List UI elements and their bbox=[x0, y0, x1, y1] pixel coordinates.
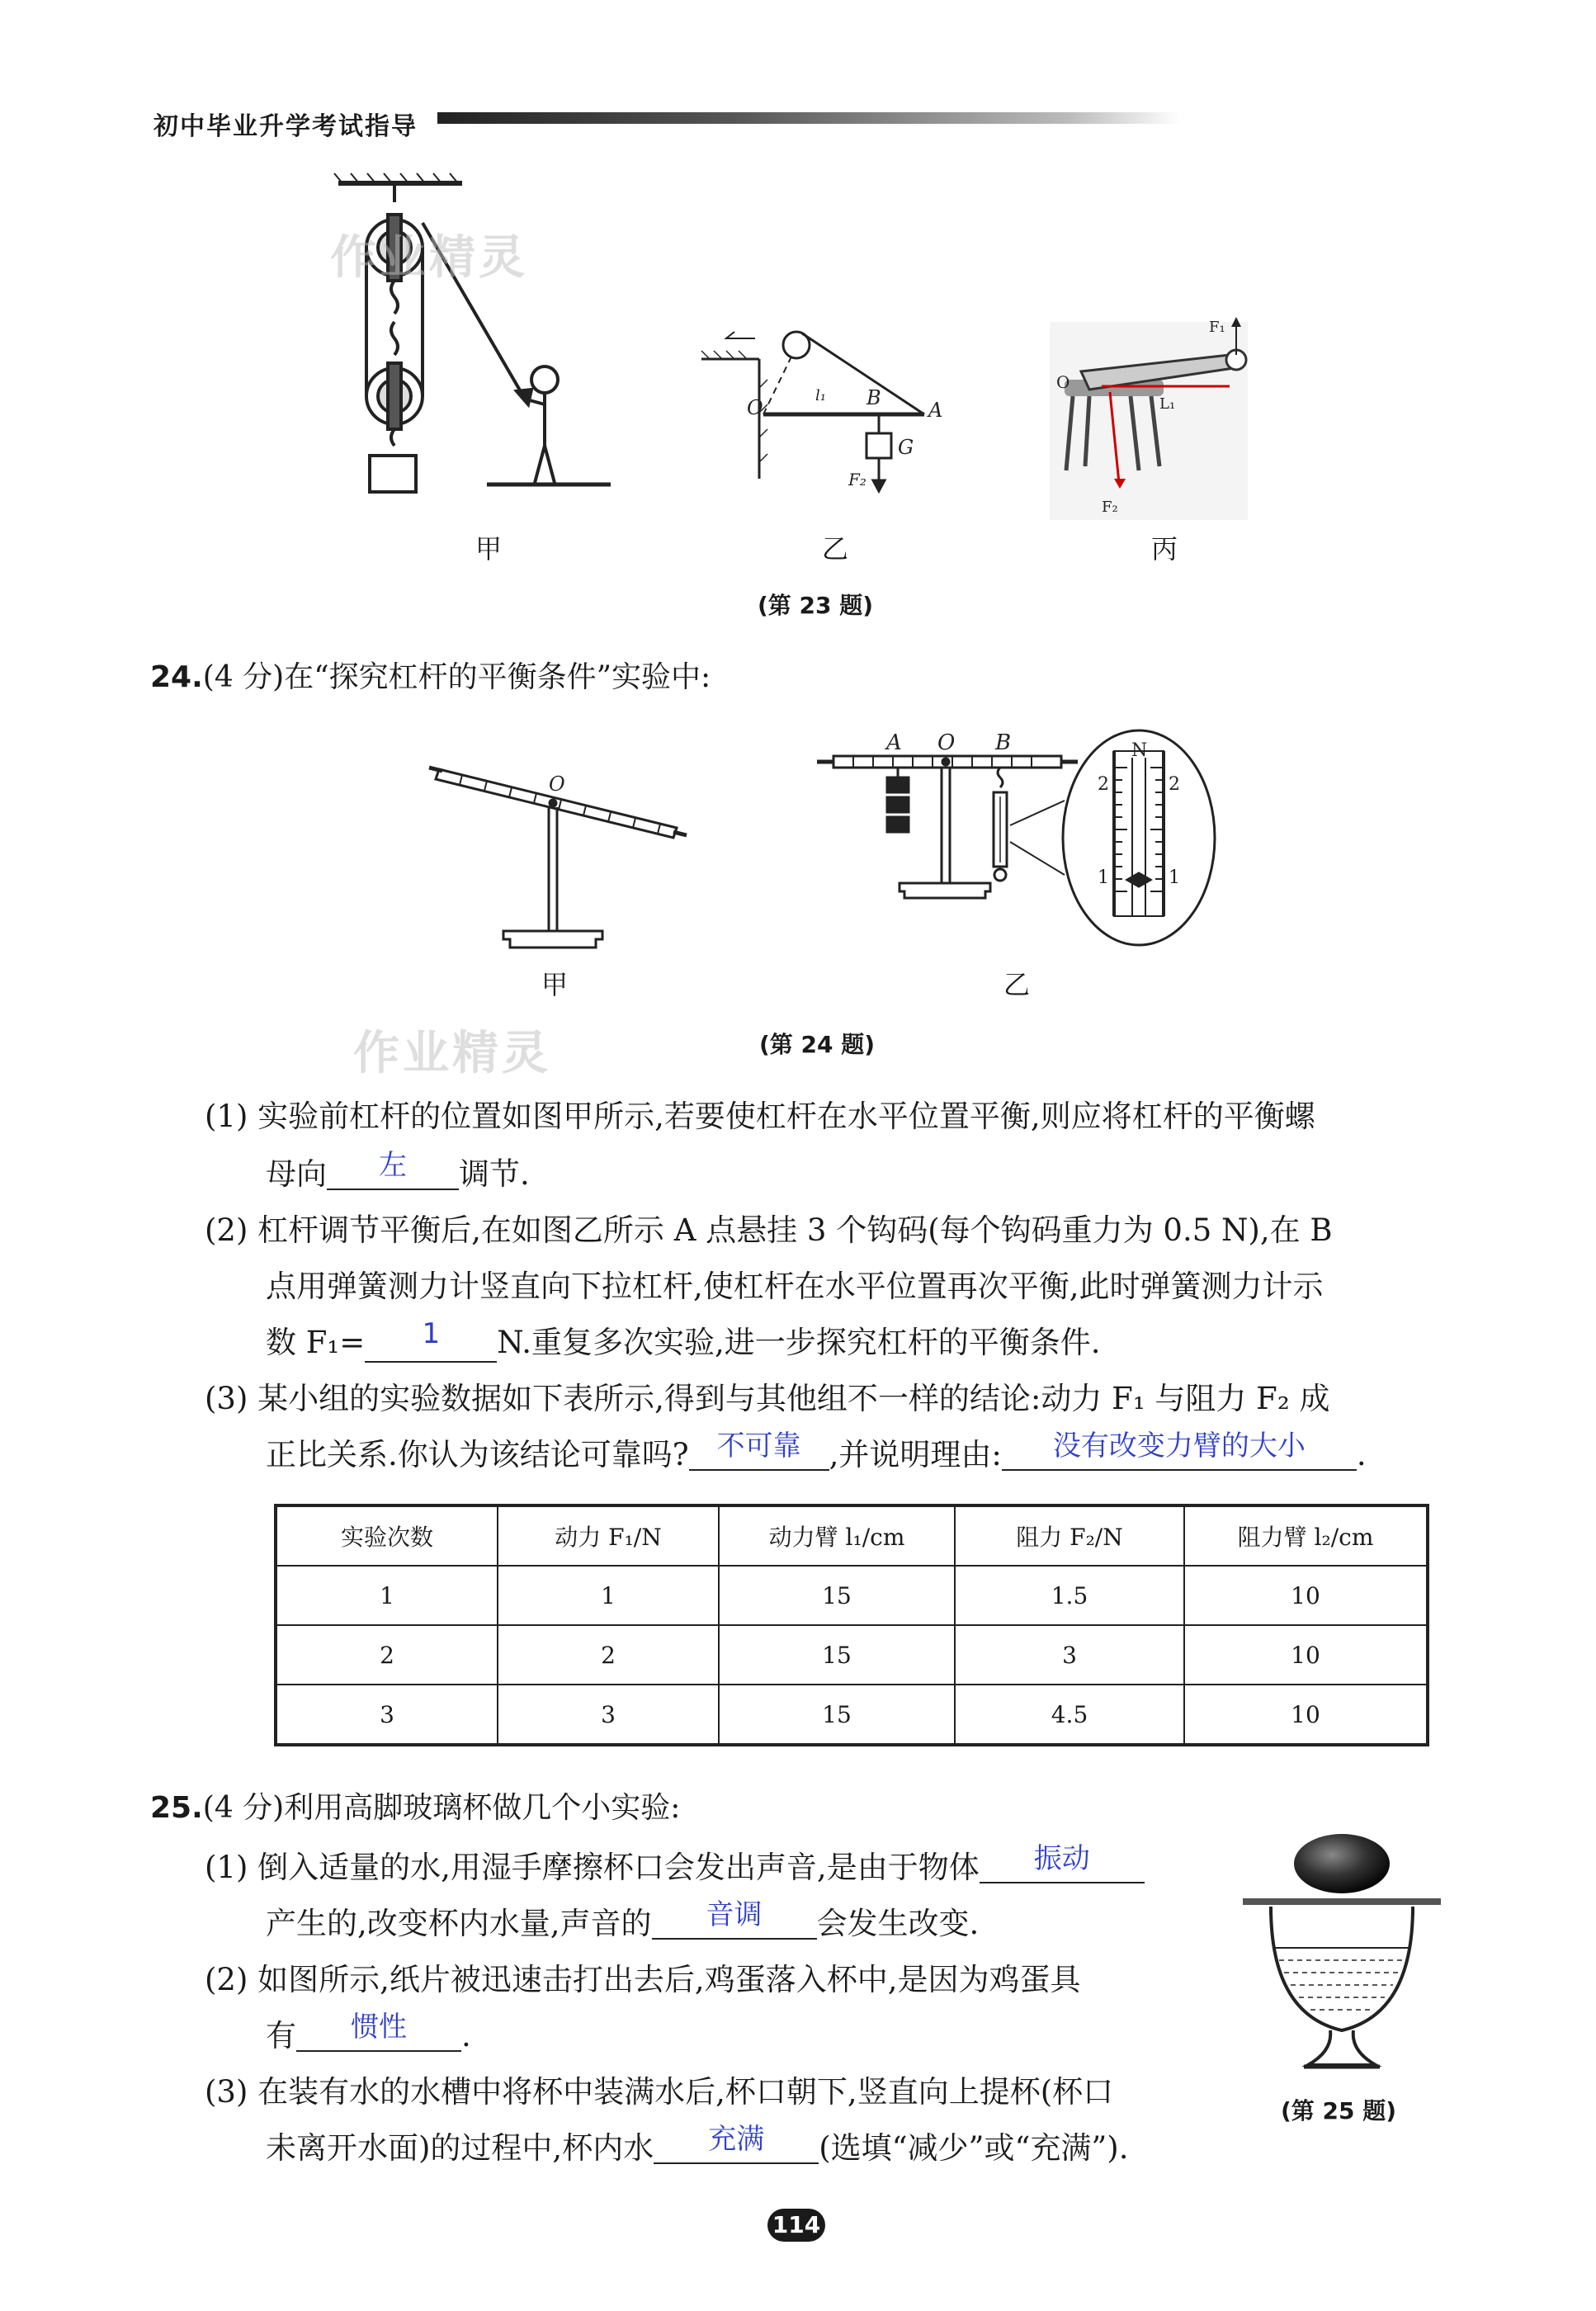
balanced-lever-b-label: B bbox=[995, 730, 1012, 755]
table-cell: 3 bbox=[498, 1685, 719, 1745]
q24-p1-line1: (1) 实验前杠杆的位置如图甲所示,若要使杠杆在水平位置平衡,则应将杠杆的平衡螺 bbox=[205, 1099, 1315, 1134]
q25-heading bbox=[150, 1784, 680, 1827]
table-cell: 10 bbox=[1184, 1685, 1428, 1745]
table-cell: 3 bbox=[276, 1685, 498, 1745]
lever-figure bbox=[701, 332, 924, 491]
q24-p1-text-b: 调节. bbox=[459, 1156, 530, 1192]
q25-p2-line1: (2) 如图所示,纸片被迅速击打出去后,鸡蛋落入杯中,是因为鸡蛋具 bbox=[205, 1962, 1081, 1997]
table-header-cell: 实验次数 bbox=[276, 1505, 498, 1566]
q24-number: 24. bbox=[150, 660, 203, 694]
q25-p2-text-b: . bbox=[461, 2018, 471, 2053]
q24-p2-answer: 1 bbox=[422, 1317, 441, 1350]
q24-p2-text-a: 数 F₁= bbox=[266, 1325, 366, 1360]
table-cell: 1 bbox=[498, 1566, 719, 1625]
q25-heading-text: (4 分)利用高脚玻璃杯做几个小实验: bbox=[202, 1791, 681, 1825]
table-header-cell: 动力臂 l₁/cm bbox=[719, 1505, 955, 1566]
table-row bbox=[276, 1566, 1428, 1625]
q23-label-yi: 乙 bbox=[822, 533, 849, 565]
table-header-cell: 阻力臂 l₂/cm bbox=[1184, 1505, 1428, 1566]
scale-tick-2-right: 2 bbox=[1169, 774, 1180, 795]
table-header-cell: 动力 F₁/N bbox=[498, 1505, 719, 1566]
q24-p3-text-c: . bbox=[1356, 1437, 1367, 1472]
q25-p1-text-a: (1) 倒入适量的水,用湿手摩擦杯口会发出声音,是由于物体 bbox=[205, 1850, 980, 1885]
header-title: 初中毕业升学考试指导 bbox=[153, 112, 418, 141]
q24-p1-text-a: 母向 bbox=[266, 1156, 327, 1192]
q24-label-jia: 甲 bbox=[541, 969, 569, 1000]
q24-p1-line2 bbox=[266, 1149, 530, 1193]
balanced-lever-a-label: A bbox=[886, 730, 902, 755]
lever-b-label: B bbox=[866, 386, 881, 409]
header-bar bbox=[437, 112, 1180, 124]
q24-data-table bbox=[274, 1504, 1429, 1746]
q24-p3-line1: (3) 某小组的实验数据如下表所示,得到与其他组不一样的结论:动力 F₁ 与阻力 F₂ 成 bbox=[205, 1381, 1330, 1416]
q25-p3-text-a: 未离开水面)的过程中,杯内水 bbox=[266, 2130, 654, 2166]
q24-p1-answer: 左 bbox=[379, 1149, 407, 1182]
q25-p3-line1: (3) 在装有水的水槽中将杯中装满水后,杯口朝下,竖直向上提杯(杯口 bbox=[205, 2074, 1114, 2110]
table-cell: 10 bbox=[1184, 1566, 1428, 1625]
q24-p2-text-b: N.重复多次实验,进一步探究杠杆的平衡条件. bbox=[497, 1325, 1101, 1360]
table-header-cell: 阻力 F₂/N bbox=[955, 1505, 1184, 1566]
q24-heading-text: (4 分)在“探究杠杆的平衡条件”实验中: bbox=[202, 660, 711, 694]
q25-p1-answer2: 音调 bbox=[706, 1898, 763, 1931]
balanced-lever-o-label: O bbox=[937, 730, 956, 755]
scale-tick-1-left: 1 bbox=[1098, 867, 1109, 888]
q24-p2-line2: 点用弹簧测力计竖直向下拉杠杆,使杠杆在水平位置再次平衡,此时弹簧测力计示 bbox=[266, 1269, 1324, 1304]
table-cell: 15 bbox=[719, 1566, 955, 1625]
table-header-row bbox=[276, 1505, 1428, 1566]
q24-p3-answer1-blank[interactable] bbox=[689, 1430, 829, 1471]
clamp-f2-label: F₂ bbox=[1102, 499, 1118, 516]
egg-shape bbox=[1294, 1834, 1390, 1893]
q25-caption: (第 25 题) bbox=[1281, 2097, 1397, 2124]
q24-p3-answer2-blank[interactable] bbox=[1002, 1430, 1357, 1471]
lever-o-label: O bbox=[747, 396, 763, 419]
q24-p3-answer1: 不可靠 bbox=[716, 1430, 801, 1463]
table-cell: 2 bbox=[498, 1625, 719, 1685]
q25-p2-answer: 惯性 bbox=[351, 2011, 407, 2044]
lever-a-label: A bbox=[928, 399, 943, 422]
clamp-l1-label: L₁ bbox=[1159, 395, 1176, 413]
table-cell: 2 bbox=[276, 1625, 498, 1685]
q24-p1-answer-blank[interactable] bbox=[327, 1149, 459, 1190]
q23-label-jia: 甲 bbox=[475, 533, 503, 565]
q23-caption: (第 23 题) bbox=[758, 592, 874, 619]
table-cell: 10 bbox=[1184, 1625, 1428, 1685]
table-cell: 4.5 bbox=[955, 1685, 1184, 1745]
lever-l1-label: l₁ bbox=[815, 387, 826, 404]
q25-p3-answer: 充满 bbox=[708, 2123, 765, 2156]
q25-p3-answer-blank[interactable] bbox=[654, 2123, 819, 2164]
q24-figures bbox=[413, 718, 1221, 990]
q25-p2-line2 bbox=[266, 2011, 471, 2055]
q25-p1-answer1: 振动 bbox=[1033, 1842, 1090, 1875]
q25-p1-answer2-blank[interactable] bbox=[652, 1898, 817, 1940]
table-cell: 15 bbox=[719, 1685, 955, 1745]
goblet-figure bbox=[1238, 1824, 1452, 2088]
q25-p1-line2 bbox=[266, 1898, 979, 1943]
table-cell: 3 bbox=[955, 1625, 1184, 1685]
q24-p2-answer-blank[interactable] bbox=[365, 1317, 497, 1363]
q24-caption: (第 24 题) bbox=[759, 1031, 876, 1058]
watermark: 作业精灵 bbox=[330, 231, 528, 285]
q25-number: 25. bbox=[150, 1791, 203, 1825]
page-number: 114 bbox=[767, 2209, 825, 2242]
clamp-figure bbox=[1050, 317, 1248, 520]
scale-tick-2-left: 2 bbox=[1098, 774, 1109, 795]
q24-label-yi: 乙 bbox=[1003, 969, 1031, 1000]
lever-g-label: G bbox=[898, 436, 914, 459]
q25-p1-text-b: 产生的,改变杯内水量,声音的 bbox=[266, 1906, 652, 1941]
watermark-2: 作业精灵 bbox=[353, 1027, 551, 1080]
q24-p3-text-b: ,并说明理由: bbox=[829, 1437, 1002, 1472]
q25-p2-text-a: 有 bbox=[266, 2018, 296, 2053]
clamp-f1-label: F₁ bbox=[1209, 319, 1225, 336]
q24-p2-line1: (2) 杠杆调节平衡后,在如图乙所示 A 点悬挂 3 个钩码(每个钩码重力为 0.5 N),在 B bbox=[205, 1212, 1333, 1248]
table-cell: 15 bbox=[719, 1625, 955, 1685]
tilted-lever-o-label: O bbox=[549, 773, 565, 796]
table-cell: 1 bbox=[276, 1566, 498, 1625]
q24-heading bbox=[150, 654, 711, 696]
q24-p2-line3 bbox=[266, 1317, 1101, 1363]
lever-f2-label: F₂ bbox=[848, 470, 866, 489]
card-shape bbox=[1243, 1898, 1441, 1905]
table-row bbox=[276, 1625, 1428, 1685]
q24-p3-text-a: 正比关系.你认为该结论可靠吗? bbox=[266, 1437, 689, 1472]
clamp-o-label: O bbox=[1056, 372, 1070, 392]
q25-p1-line1 bbox=[205, 1842, 1145, 1887]
q23-label-bing: 丙 bbox=[1151, 533, 1178, 565]
q23-figures bbox=[297, 157, 1287, 545]
q24-p3-answer2: 没有改变力臂的大小 bbox=[1052, 1430, 1306, 1463]
table-row bbox=[276, 1685, 1428, 1745]
q25-p3-line2 bbox=[266, 2123, 1129, 2167]
balanced-lever-figure bbox=[817, 730, 1215, 945]
q25-p2-answer-blank[interactable] bbox=[296, 2011, 461, 2052]
table-cell: 1.5 bbox=[955, 1566, 1184, 1625]
q25-p1-answer1-blank[interactable] bbox=[980, 1842, 1145, 1883]
scale-tick-1-right: 1 bbox=[1169, 867, 1180, 888]
scale-n-label: N bbox=[1131, 740, 1148, 761]
q25-p3-text-b: (选填“减少”或“充满”). bbox=[819, 2130, 1129, 2166]
q24-p3-line2 bbox=[266, 1430, 1367, 1474]
q25-p1-text-c: 会发生改变. bbox=[816, 1906, 980, 1941]
